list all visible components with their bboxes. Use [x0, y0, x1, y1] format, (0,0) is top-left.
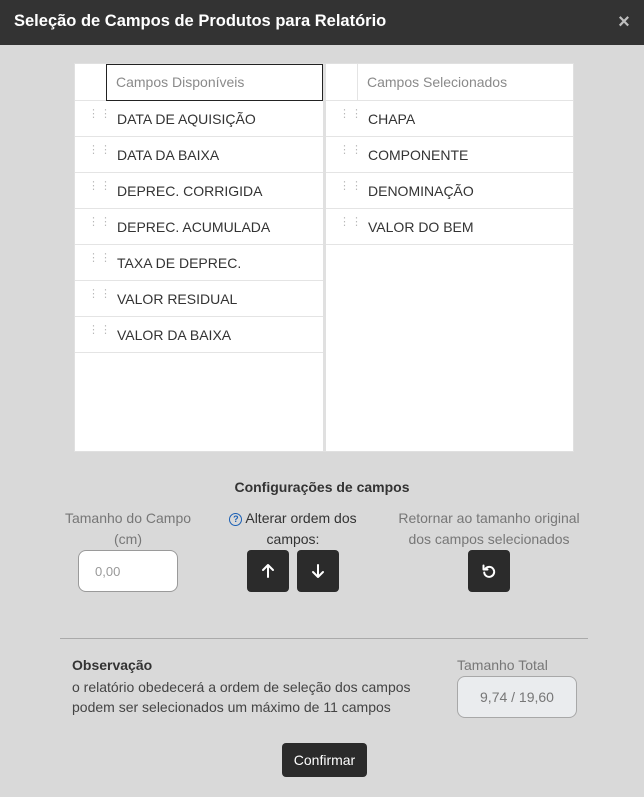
arrow-up-icon — [260, 563, 276, 579]
drag-handle-icon[interactable]: ⋮⋮ — [339, 180, 363, 192]
total-size-value: 9,74 / 19,60 — [457, 676, 577, 718]
header-gutter — [75, 64, 107, 101]
field-size-label-line2: (cm) — [114, 531, 142, 547]
list-item-label: VALOR RESIDUAL — [117, 291, 238, 307]
list-item-label: TAXA DE DEPREC. — [117, 255, 242, 271]
selected-fields-header — [326, 64, 573, 101]
drag-handle-icon[interactable]: ⋮⋮ — [339, 108, 363, 120]
list-item[interactable] — [326, 137, 573, 173]
available-fields-header — [75, 64, 323, 101]
reset-label-line1: Retornar ao tamanho original — [398, 510, 580, 526]
list-item[interactable] — [326, 209, 573, 245]
drag-handle-icon[interactable]: ⋮⋮ — [88, 216, 112, 228]
list-item[interactable] — [75, 137, 323, 173]
available-fields-panel — [74, 63, 324, 452]
config-section-title: Configurações de campos — [234, 479, 410, 495]
list-item-label: VALOR DO BEM — [368, 219, 474, 235]
list-item-label: CHAPA — [368, 111, 416, 127]
drag-handle-icon[interactable]: ⋮⋮ — [88, 108, 112, 120]
section-divider — [60, 638, 588, 639]
selected-fields-panel — [324, 63, 574, 452]
list-item[interactable] — [75, 173, 323, 209]
drag-handle-icon[interactable]: ⋮⋮ — [88, 252, 112, 264]
arrow-down-icon — [310, 563, 326, 579]
selected-fields-title: Campos Selecionados — [367, 74, 508, 90]
order-label — [214, 508, 372, 550]
list-item-label: DENOMINAÇÃO — [368, 183, 474, 199]
total-size-label: Tamanho Total — [457, 657, 548, 673]
confirm-button[interactable]: Confirmar — [282, 743, 367, 777]
order-label-line2: campos: — [266, 531, 320, 547]
list-item[interactable] — [75, 317, 323, 353]
list-item-label: DATA DA BAIXA — [117, 147, 220, 163]
field-size-label-line1: Tamanho do Campo — [64, 510, 192, 526]
field-size-input[interactable] — [78, 550, 178, 592]
list-item-label: DEPREC. ACUMULADA — [117, 219, 271, 235]
drag-handle-icon[interactable]: ⋮⋮ — [88, 288, 112, 300]
close-icon[interactable]: × — [618, 11, 630, 33]
list-item[interactable] — [326, 173, 573, 209]
field-size-label — [58, 508, 198, 550]
move-up-button[interactable] — [247, 550, 289, 592]
available-fields-title: Campos Disponíveis — [116, 74, 245, 90]
drag-handle-icon[interactable]: ⋮⋮ — [88, 180, 112, 192]
reset-size-button[interactable] — [468, 550, 510, 592]
reset-label — [388, 508, 590, 550]
list-item[interactable] — [75, 281, 323, 317]
drag-handle-icon[interactable]: ⋮⋮ — [339, 216, 363, 228]
drag-handle-icon[interactable]: ⋮⋮ — [339, 144, 363, 156]
list-item-label: COMPONENTE — [368, 147, 469, 163]
list-item[interactable] — [326, 101, 573, 137]
help-icon[interactable]: ? — [229, 513, 242, 526]
list-item[interactable] — [75, 245, 323, 281]
list-item[interactable] — [75, 209, 323, 245]
list-item-label: VALOR DA BAIXA — [117, 327, 232, 343]
drag-handle-icon[interactable]: ⋮⋮ — [88, 144, 112, 156]
order-label-line1: Alterar ordem dos — [245, 510, 357, 526]
move-down-button[interactable] — [297, 550, 339, 592]
undo-icon — [481, 563, 497, 579]
reset-label-line2: dos campos selecionados — [408, 531, 570, 547]
dialog-titlebar — [0, 0, 644, 45]
notes-title: Observação — [72, 657, 153, 673]
list-item-label: DATA DE AQUISIÇÃO — [117, 111, 256, 127]
list-item[interactable] — [75, 101, 323, 137]
notes-line-1: o relatório obedecerá a ordem de seleção dos campos — [72, 679, 411, 695]
dialog-title: Seleção de Campos de Produtos para Relatório — [14, 12, 387, 30]
list-item-label: DEPREC. CORRIGIDA — [117, 183, 263, 199]
header-gutter — [326, 64, 358, 101]
notes-line-2: podem ser selecionados um máximo de 11 campos — [72, 699, 391, 715]
drag-handle-icon[interactable]: ⋮⋮ — [88, 324, 112, 336]
